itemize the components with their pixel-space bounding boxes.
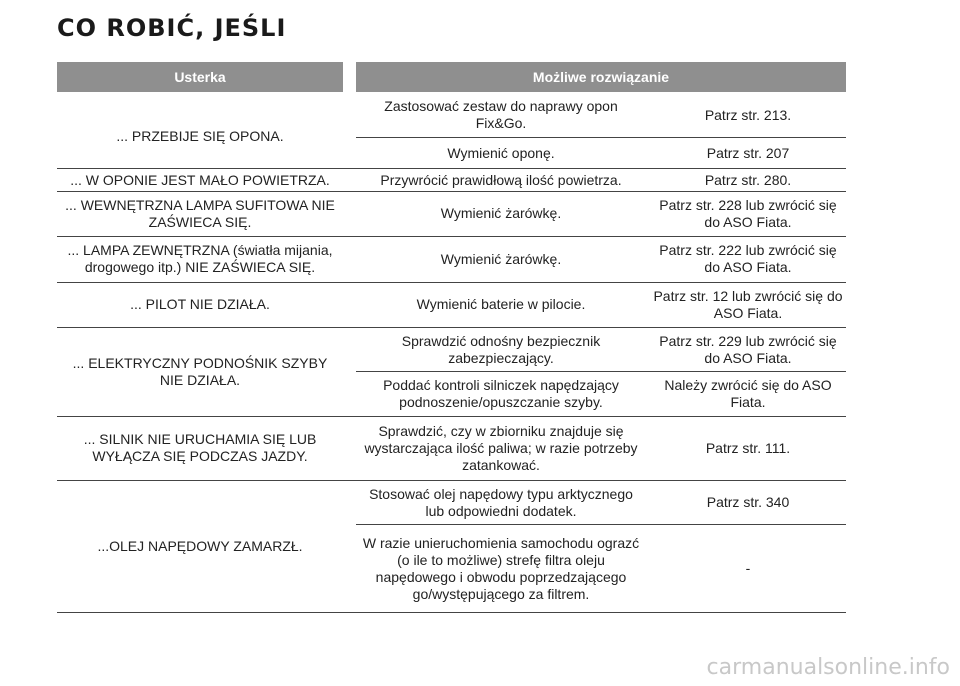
fault-cell: ... WEWNĘTRZNA LAMPA SUFITOWA NIE ZAŚWIECA SIĘ. bbox=[65, 196, 335, 230]
solution-cell: Stosować olej napędowy typu arktycznego lub odpowiedni dodatek. bbox=[369, 485, 633, 519]
solution-cell: Sprawdzić odnośny bezpiecznik zabezpieczający. bbox=[401, 332, 601, 366]
solution-cell: Przywrócić prawidłową ilość powietrza. bbox=[380, 171, 622, 188]
reference-cell: Patrz str. 228 lub zwrócić się do ASO Fiata. bbox=[659, 196, 837, 230]
page-title: CO ROBIĆ, JEŚLI bbox=[57, 14, 287, 42]
solution-cell: Wymienić żarówkę. bbox=[440, 205, 562, 221]
solution-cell: Wymienić oponę. bbox=[447, 144, 555, 161]
fault-cell: ... PRZEBIJE SIĘ OPONA. bbox=[116, 128, 284, 144]
fault-cell: ... PILOT NIE DZIAŁA. bbox=[130, 296, 270, 312]
reference-cell: Patrz str. 111. bbox=[705, 439, 791, 456]
solution-cell: Wymienić żarówkę. bbox=[440, 250, 562, 267]
reference-cell: Patrz str. 280. bbox=[704, 171, 792, 188]
fault-cell: ... SILNIK NIE URUCHAMIA SIĘ LUB WYŁĄCZA SIĘ PODCZAS JAZDY. bbox=[83, 431, 317, 464]
fault-cell: ...OLEJ NAPĘDOWY ZAMARZŁ. bbox=[97, 538, 303, 554]
solution-cell: W razie unieruchomienia samochodu ograzć (o ile to możliwe) strefę filtra oleju napędowego i obwodu poprzedzającego go/występującego za filtrem. bbox=[362, 534, 640, 602]
row-divider bbox=[57, 612, 846, 613]
reference-cell: - bbox=[745, 560, 751, 576]
reference-cell: Patrz str. 222 lub zwrócić się do ASO Fiata. bbox=[659, 242, 837, 275]
watermark: carmanualsonline.info bbox=[706, 655, 950, 680]
fault-cell: ... W OPONIE JEST MAŁO POWIETRZA. bbox=[70, 171, 330, 188]
fault-cell: ... LAMPA ZEWNĘTRZNA (światła mijania, drogowego itp.) NIE ZAŚWIECA SIĘ. bbox=[67, 242, 333, 275]
reference-cell: Patrz str. 12 lub zwrócić się do ASO Fiata. bbox=[653, 287, 843, 321]
reference-cell: Patrz str. 213. bbox=[704, 106, 792, 123]
reference-cell: Patrz str. 340 bbox=[706, 494, 790, 510]
solution-cell: Sprawdzić, czy w zbiorniku znajduje się wystarczająca ilość paliwa; w razie potrzeby zatankować. bbox=[364, 422, 638, 473]
solution-cell: Wymienić baterie w pilocie. bbox=[416, 296, 586, 312]
solution-cell: Poddać kontroli silniczek napędzający podnoszenie/opuszczanie szyby. bbox=[383, 377, 619, 410]
reference-cell: Patrz str. 207 bbox=[706, 144, 790, 161]
reference-cell: Należy zwrócić się do ASO Fiata. bbox=[664, 377, 832, 410]
fault-cell: ... ELEKTRYCZNY PODNOŚNIK SZYBY NIE DZIAŁA. bbox=[72, 355, 328, 388]
solution-cell: Zastosować zestaw do naprawy opon Fix&Go. bbox=[384, 98, 618, 131]
header-fault: Usterka bbox=[57, 62, 343, 92]
header-solution: Możliwe rozwiązanie bbox=[356, 62, 846, 92]
reference-cell: Patrz str. 229 lub zwrócić się do ASO Fiata. bbox=[659, 332, 837, 366]
